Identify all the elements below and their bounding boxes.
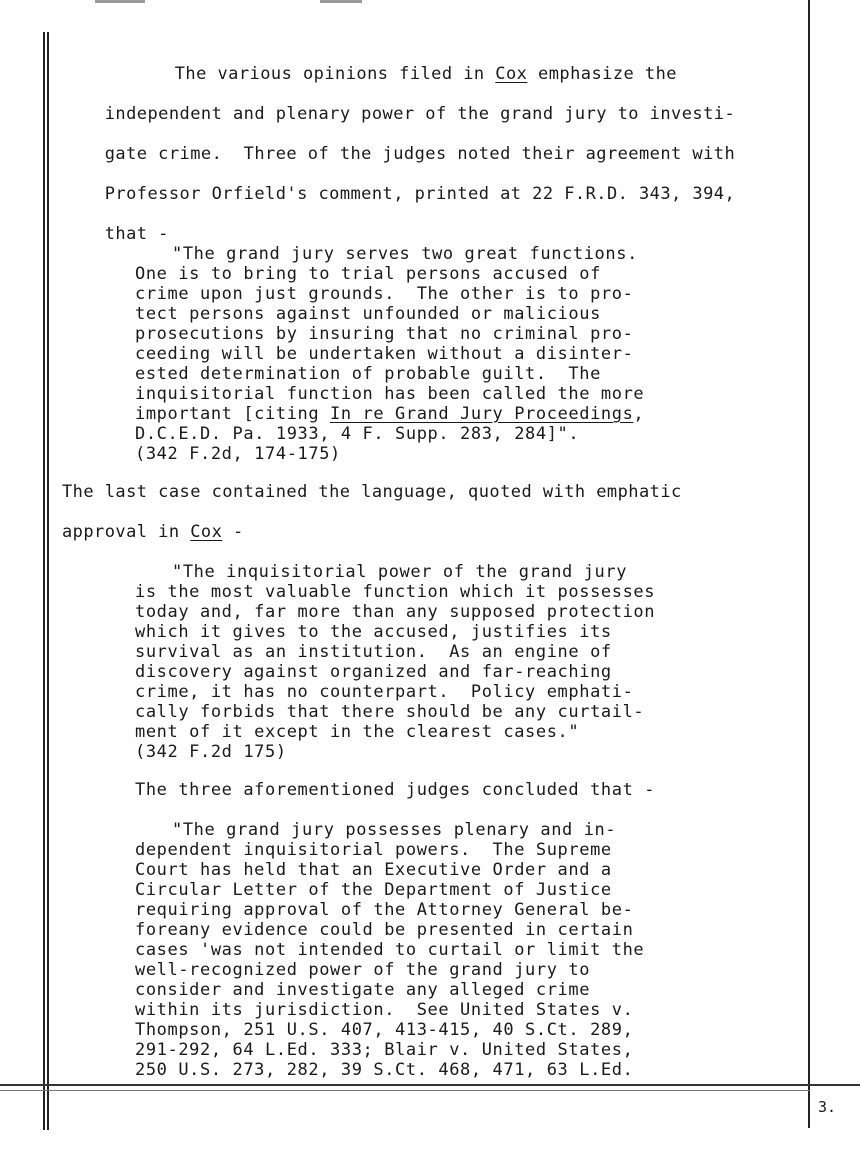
text-span: cally forbids that there should be any curtail- [135,702,645,722]
text-span: Circular Letter of the Department of Justice [135,880,612,900]
quote-line [135,642,612,662]
text-span: 291-292, 64 L.Ed. 333; Blair v. United States, [135,1040,634,1060]
quote-line [135,284,633,304]
text-span: is the most valuable function which it possesses [135,582,656,602]
text-span: "The inquisitorial power of the grand jury [172,562,628,582]
text-span: (342 F.2d 175) [135,742,287,762]
quote-line [135,662,612,682]
quote-line [135,344,633,364]
scan-mark [320,0,362,3]
text-span: cases 'was not intended to curtail or limit the [135,940,645,960]
citation-line [135,742,287,762]
paragraph-line [62,482,682,502]
quote-line [135,622,612,642]
text-span: foreany evidence could be presented in certain [135,920,634,940]
text-span: Court has held that an Executive Order and a [135,860,612,880]
quote-line [172,820,616,840]
quote-line [135,1000,633,1020]
right-margin-rule [808,0,810,1128]
quote-line [172,562,627,582]
quote-line [135,582,655,602]
case-name-underlined: Cox [495,64,528,84]
text-span: within its jurisdiction. See United States v. [135,1000,634,1020]
text-span: today and, far more than any supposed protection [135,602,656,622]
text-span: dependent inquisitorial powers. The Supreme [135,840,612,860]
text-span: Professor Orfield's comment, printed at 22 F.R.D. 343, 394, [104,184,736,204]
paragraph-line [135,780,655,800]
quote-line [135,1040,633,1060]
text-span: prosecutions by insuring that no criminal pro- [135,324,634,344]
text-span: survival as an institution. As an engine of [135,642,612,662]
text-span: ested determination of probable guilt. The [135,364,601,384]
quote-line [135,940,644,960]
quote-line [135,1060,633,1080]
text-span: The three aforementioned judges concluded that - [135,780,656,800]
text-span: - [222,522,244,542]
text-span: gate crime. Three of the judges noted their agreement with [104,144,736,164]
text-span: tect persons against unfounded or malicious [135,304,601,324]
text-span: ment of it except in the clearest cases." [135,722,580,742]
page-number: 3. [818,1098,837,1116]
quote-line [135,364,601,384]
bottom-rule [0,1090,810,1091]
text-span: , [633,404,645,424]
quote-line [135,304,601,324]
text-span: consider and investigate any alleged crime [135,980,591,1000]
quote-line [135,860,612,880]
text-span: "The grand jury possesses plenary and in- [172,820,617,840]
bottom-rule [0,1084,860,1086]
text-span: 250 U.S. 273, 282, 39 S.Ct. 468, 471, 63 L.Ed. [135,1060,634,1080]
quote-line [135,840,612,860]
text-span: requiring approval of the Attorney General be- [135,900,634,920]
case-name-underlined: In re Grand Jury Proceedings [330,404,634,424]
paragraph-line [62,204,169,264]
text-span: One is to bring to trial persons accused of [135,264,601,284]
text-span: crime, it has no counterpart. Policy emphati- [135,682,634,702]
quote-line [135,424,579,444]
text-span: The various opinions filed in [174,64,496,84]
left-margin-rule [43,32,45,1130]
quote-line [135,602,655,622]
citation-line [135,444,341,464]
quote-line [135,324,633,344]
text-span: D.C.E.D. Pa. 1933, 4 F. Supp. 283, 284]". [135,424,580,444]
text-span: discovery against organized and far-reaching [135,662,612,682]
case-name-underlined: Cox [190,522,223,542]
text-span: important [citing [135,404,331,424]
text-span: emphasize the [527,64,677,84]
quote-line [135,384,644,404]
text-span: "The grand jury serves two great functions. [172,244,638,264]
text-span: The last case contained the language, quoted with emphatic [62,482,682,502]
quote-line [135,880,612,900]
paragraph-line [62,522,244,542]
quote-line [135,1020,633,1040]
quote-line [172,244,638,264]
quote-line [135,722,579,742]
quote-line [135,980,590,1000]
left-margin-rule [47,32,49,1130]
text-span: (342 F.2d, 174-175) [135,444,341,464]
text-span: Thompson, 251 U.S. 407, 413-415, 40 S.Ct. 289, [135,1020,634,1040]
quote-line [135,264,601,284]
text-span: that - [104,224,169,244]
quote-line [135,682,633,702]
text-span: approval in [62,522,191,542]
text-span: independent and plenary power of the grand jury to investi- [104,104,736,124]
text-span: ceeding will be undertaken without a disinter- [135,344,634,364]
quote-line [135,960,590,980]
text-span: which it gives to the accused, justifies its [135,622,612,642]
text-span: inquisitorial function has been called the more [135,384,645,404]
quote-line [135,404,644,424]
scan-mark [95,0,145,3]
quote-line [135,702,644,722]
quote-line [135,900,633,920]
text-span: well-recognized power of the grand jury to [135,960,591,980]
text-span: crime upon just grounds. The other is to pro- [135,284,634,304]
quote-line [135,920,633,940]
